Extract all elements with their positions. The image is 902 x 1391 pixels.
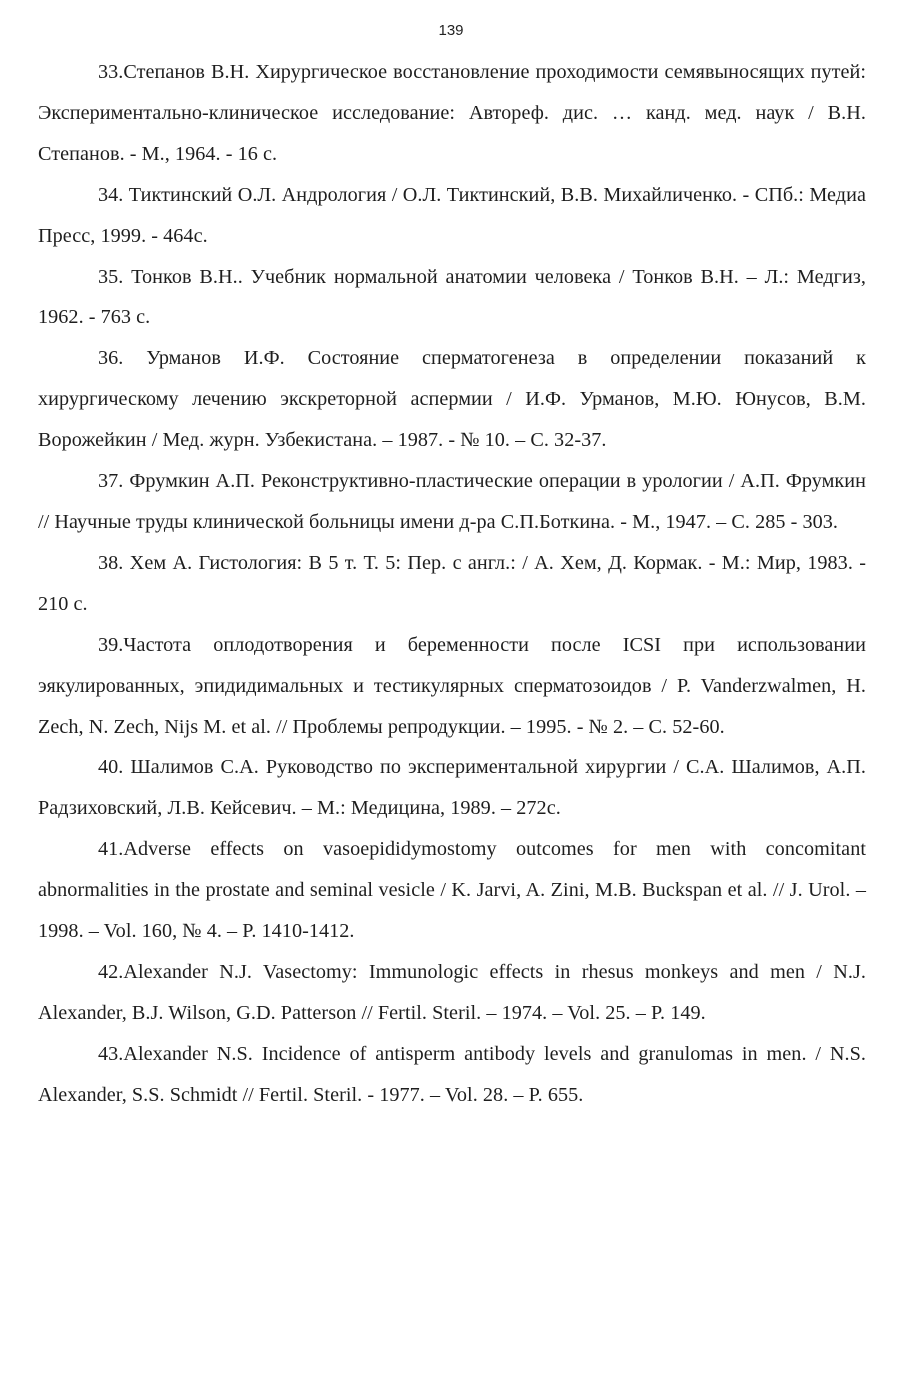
- reference-entry-42: 42.Alexander N.J. Vasectomy: Immunologic effects in rhesus monkeys and men / N.J. Alexander, B.J. Wilson, G.D. Patterson // Fertil. Steril. – 1974. – Vol. 25. – P. 149.: [38, 960, 866, 1024]
- reference-entry-33: 33.Степанов В.Н. Хирургическое восстановление проходимости семявыносящих путей: Экспериментально-клиническое исследование: Автореф. дис. … канд. мед. наук / В.Н. Степанов. - М., 1964. - 16 с.: [38, 61, 866, 165]
- reference-entry-39: 39.Частота оплодотворения и беременности после ICSI при использовании эякулированных, эпидидимальных и тестикулярных сперматозоидов / P. Vanderzwalmen, H. Zech, N. Zech, Nijs M. et al. // Проблемы репродукции. – 1995. - № 2. – С. 52-60.: [38, 633, 866, 738]
- reference-list: [38, 52, 866, 1116]
- reference-entry-43: 43.Alexander N.S. Incidence of antisperm antibody levels and granulomas in men. / N.S. Alexander, S.S. Schmidt // Fertil. Steril. - 1977. – Vol. 28. – P. 655.: [38, 1042, 866, 1106]
- reference-entry-36: 36. Урманов И.Ф. Состояние сперматогенеза в определении показаний к хирургическому лечению экскреторной аспермии / И.Ф. Урманов, М.Ю. Юнусов, В.М. Ворожейкин / Мед. журн. Узбекистана. – 1987. - № 10. – С. 32-37.: [38, 347, 866, 452]
- reference-entry-41: 41.Adverse effects on vasoepididymostomy outcomes for men with concomitant abnormalities in the prostate and seminal vesicle / K. Jarvi, A. Zini, M.B. Buckspan et al. // J. Urol. – 1998. – Vol. 160, № 4. – P. 1410-1412.: [38, 838, 866, 943]
- reference-entry-40: 40. Шалимов С.А. Руководство по экспериментальной хирургии / С.А. Шалимов, А.П. Радзиховский, Л.В. Кейсевич. – М.: Медицина, 1989. – 272с.: [38, 756, 866, 820]
- page-number: 139: [438, 22, 464, 39]
- reference-entry-37: 37. Фрумкин А.П. Реконструктивно-пластические операции в урологии / А.П. Фрумкин // Научные труды клинической больницы имени д-ра С.П.Боткина. - М., 1947. – С. 285 - 303.: [38, 470, 866, 533]
- reference-entry-34: 34. Тиктинский О.Л. Андрология / О.Л. Тиктинский, В.В. Михайличенко. - СПб.: Медиа Пресс, 1999. - 464с.: [38, 183, 866, 247]
- reference-entry-35: 35. Тонков В.Н.. Учебник нормальной анатомии человека / Тонков В.Н. – Л.: Медгиз, 1962. - 763 с.: [38, 265, 866, 329]
- reference-entry-38: 38. Хем А. Гистология: В 5 т. Т. 5: Пер. с англ.: / А. Хем, Д. Кормак. - М.: Мир, 1983. - 210 с.: [38, 551, 866, 615]
